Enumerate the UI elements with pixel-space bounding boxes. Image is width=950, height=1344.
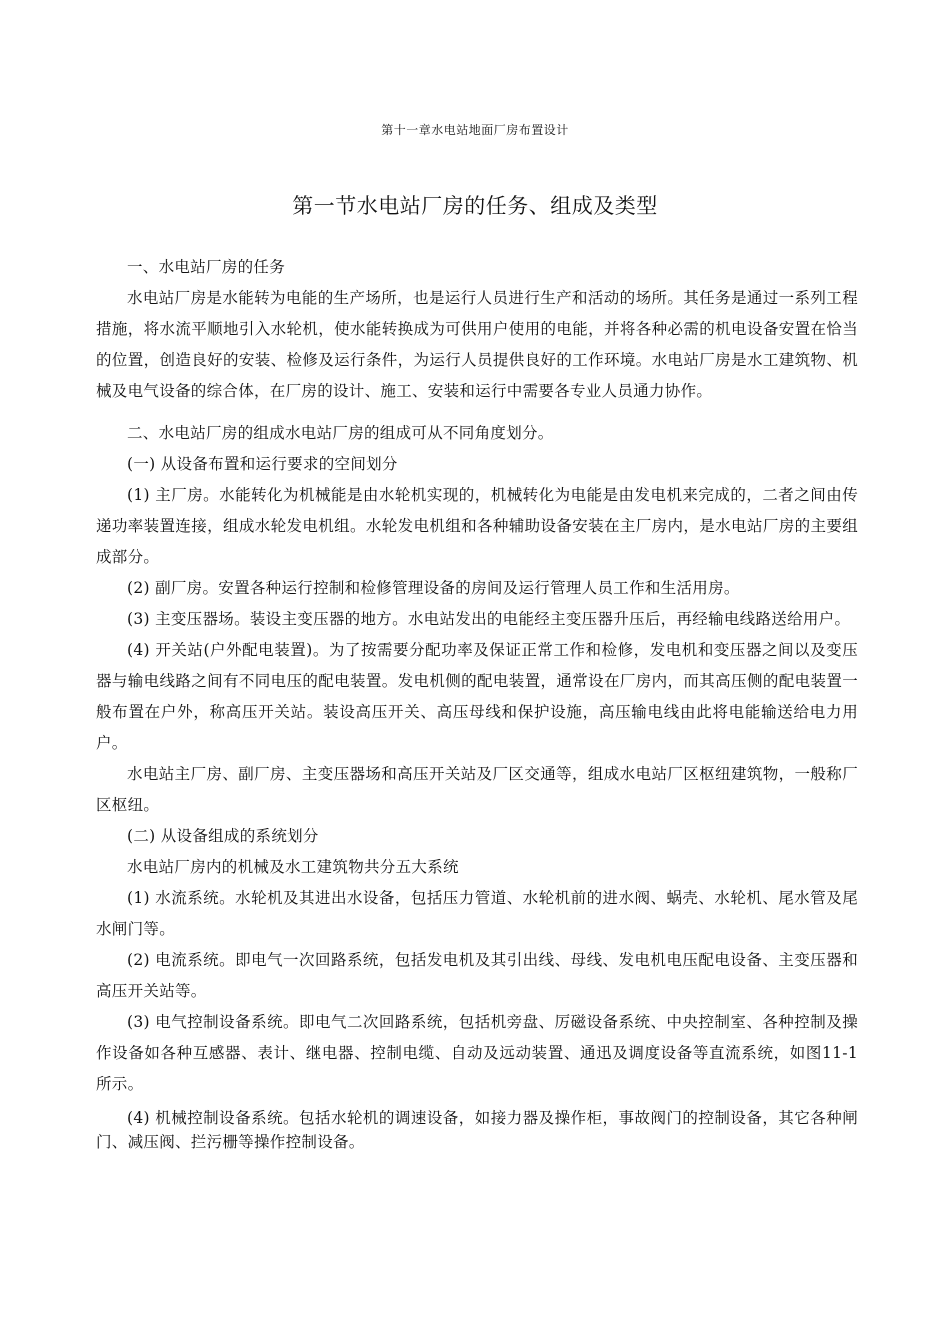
paragraph: (1) 主厂房。水能转化为机械能是由水轮机实现的，机械转化为电能是由发电机来完成的，二者之间由传递功率装置连接，组成水轮发电机组。水轮发电机组和各种辅助设备安装在主厂房内，是水电站厂房的主要组成部分。 <box>96 486 858 566</box>
chapter-header: 第十一章水电站地面厂房布置设计 <box>381 123 569 137</box>
paragraph: (一) 从设备布置和运行要求的空间划分 <box>127 455 398 473</box>
paragraph: 一、水电站厂房的任务 <box>127 258 286 276</box>
paragraph: (3) 电气控制设备系统。即电气二次回路系统，包括机旁盘、厉磁设备系统、中央控制室、各种控制及操作设备如各种互感器、表计、继电器、控制电缆、自动及远动装置、通迅及调度设备等直流系统，如图11-1所示。 <box>96 1013 858 1093</box>
paragraph: 二、水电站厂房的组成水电站厂房的组成可从不同角度划分。 <box>127 424 554 442</box>
paragraph: (4) 开关站(户外配电装置)。为了按需要分配功率及保证正常工作和检修，发电机和变压器之间以及变压器与输电线路之间有不同电压的配电装置。发电机侧的配电装置，通常设在厂房内，而其高压侧的配电装置一般布置在户外，称高压开关站。装设高压开关、高压母线和保护设施，高压输电线由此将电能输送给电力用户。 <box>96 641 858 752</box>
paragraph: (2) 副厂房。安置各种运行控制和检修管理设备的房间及运行管理人员工作和生活用房。 <box>127 579 740 597</box>
paragraph: 水电站厂房内的机械及水工建筑物共分五大系统 <box>127 858 459 876</box>
paragraph: 水电站厂房是水能转为电能的生产场所，也是运行人员进行生产和活动的场所。其任务是通过一系列工程措施，将水流平顺地引入水轮机，使水能转换成为可供用户使用的电能，并将各种必需的机电设备安置在恰当的位置，创造良好的安装、检修及运行条件，为运行人员提供良好的工作环境。水电站厂房是水工建筑物、机械及电气设备的综合体，在厂房的设计、施工、安装和运行中需要各专业人员通力协作。 <box>96 289 858 400</box>
paragraph: (二) 从设备组成的系统划分 <box>127 827 319 845</box>
paragraph: 水电站主厂房、副厂房、主变压器场和高压开关站及厂区交通等，组成水电站厂区枢纽建筑物，一般称厂区枢纽。 <box>96 765 858 814</box>
paragraph: (4) 机械控制设备系统。包括水轮机的调速设备，如接力器及操作柜，事故阀门的控制设备，其它各种闸门、减压阀、拦污栅等操作控制设备。 <box>96 1109 858 1151</box>
body-text <box>96 252 858 1154</box>
section-title: 第一节水电站厂房的任务、组成及类型 <box>292 194 658 218</box>
paragraph: (3) 主变压器场。装设主变压器的地方。水电站发出的电能经主变压器升压后，再经输电线路送给用户。 <box>127 610 851 628</box>
paragraph: (1) 水流系统。水轮机及其进出水设备，包括压力管道、水轮机前的进水阀、蜗壳、水轮机、尾水管及尾水闸门等。 <box>96 889 858 938</box>
paragraph: (2) 电流系统。即电气一次回路系统，包括发电机及其引出线、母线、发电机电压配电设备、主变压器和高压开关站等。 <box>96 951 858 1000</box>
